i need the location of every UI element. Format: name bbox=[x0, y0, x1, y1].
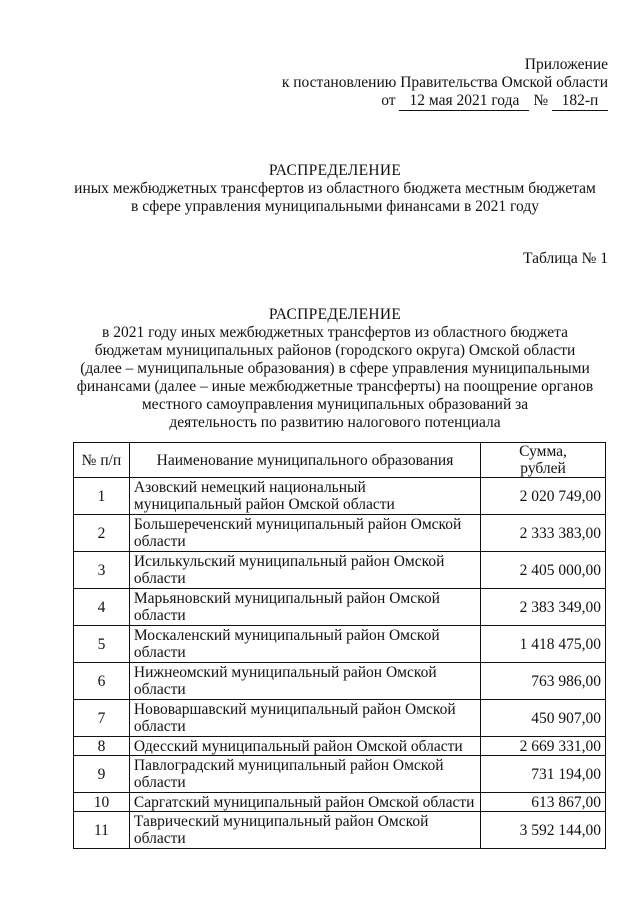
appendix-label: Приложение bbox=[524, 56, 608, 73]
row-num: 9 bbox=[74, 756, 130, 793]
header-name: Наименование муниципального образования bbox=[129, 443, 480, 478]
distribution-table bbox=[73, 442, 606, 849]
row-num: 6 bbox=[74, 663, 130, 700]
row-num: 10 bbox=[74, 793, 130, 812]
row-name: Саргатский муниципальный район Омской области bbox=[129, 793, 480, 812]
main-title-line: иных межбюджетных трансфертов из областного бюджета местным бюджетам bbox=[74, 180, 596, 197]
row-name: Таврический муниципальный район Омской области bbox=[129, 812, 480, 849]
resolution-number: 182-п bbox=[552, 92, 608, 111]
row-num: 5 bbox=[74, 626, 130, 663]
row-num: 11 bbox=[74, 812, 130, 849]
table-title-line: местного самоуправления муниципальных образований за bbox=[141, 396, 529, 413]
table-number: Таблица № 1 bbox=[523, 250, 608, 267]
header-amount bbox=[481, 443, 606, 478]
row-amount: 450 907,00 bbox=[481, 700, 606, 737]
row-amount: 2 405 000,00 bbox=[481, 552, 606, 589]
appendix-block bbox=[282, 56, 608, 110]
table-row bbox=[74, 812, 606, 849]
row-num: 8 bbox=[74, 737, 130, 756]
table-title-line: бюджетам муниципальных районов (городского округа) Омской области bbox=[94, 342, 576, 359]
from-label: от bbox=[381, 92, 396, 109]
row-amount: 2 020 749,00 bbox=[481, 478, 606, 515]
row-name: Павлоградский муниципальный район Омской области bbox=[129, 756, 480, 793]
table-row bbox=[74, 589, 606, 626]
row-name: Нижнеомский муниципальный район Омской области bbox=[129, 663, 480, 700]
header-num: № п/п bbox=[74, 443, 130, 478]
table-row bbox=[74, 793, 606, 812]
table-row bbox=[74, 663, 606, 700]
row-name: Азовский немецкий национальный муниципальный район Омской области bbox=[129, 478, 480, 515]
row-amount: 1 418 475,00 bbox=[481, 626, 606, 663]
row-amount: 613 867,00 bbox=[481, 793, 606, 812]
table-title-heading: РАСПРЕДЕЛЕНИЕ bbox=[268, 306, 402, 323]
row-amount: 2 669 331,00 bbox=[481, 737, 606, 756]
main-title-line: в сфере управления муниципальными финансами в 2021 году bbox=[131, 198, 539, 215]
table-title bbox=[60, 306, 610, 432]
row-num: 7 bbox=[74, 700, 130, 737]
row-amount: 2 383 349,00 bbox=[481, 589, 606, 626]
row-amount: 3 592 144,00 bbox=[481, 812, 606, 849]
row-num: 2 bbox=[74, 515, 130, 552]
row-name: Марьяновский муниципальный район Омской области bbox=[129, 589, 480, 626]
row-name: Одесский муниципальный район Омской области bbox=[129, 737, 480, 756]
row-num: 1 bbox=[74, 478, 130, 515]
row-name: Исилькульский муниципальный район Омской области bbox=[129, 552, 480, 589]
row-amount: 763 986,00 bbox=[481, 663, 606, 700]
table-row bbox=[74, 700, 606, 737]
number-label: № bbox=[533, 92, 549, 109]
table-title-line: в 2021 году иных межбюджетных трансфертов из областного бюджета bbox=[102, 324, 568, 341]
main-title-heading: РАСПРЕДЕЛЕНИЕ bbox=[268, 162, 402, 179]
row-name: Нововаршавский муниципальный район Омской области bbox=[129, 700, 480, 737]
row-amount: 2 333 383,00 bbox=[481, 515, 606, 552]
header-amount-line: Сумма, bbox=[519, 443, 567, 460]
main-title bbox=[60, 162, 610, 216]
header-amount-line: рублей bbox=[520, 460, 566, 477]
row-num: 4 bbox=[74, 589, 130, 626]
table-row bbox=[74, 737, 606, 756]
resolution-date: 12 мая 2021 года bbox=[399, 92, 529, 111]
table-row bbox=[74, 756, 606, 793]
table-row bbox=[74, 478, 606, 515]
table-row bbox=[74, 552, 606, 589]
row-name: Москаленский муниципальный район Омской области bbox=[129, 626, 480, 663]
table-row bbox=[74, 515, 606, 552]
table-header-row bbox=[74, 443, 606, 478]
appendix-resolution: к постановлению Правительства Омской области bbox=[281, 74, 608, 91]
row-name: Большереченский муниципальный район Омской области bbox=[129, 515, 480, 552]
appendix-date-line bbox=[282, 92, 608, 110]
table-title-line: финансами (далее – иные межбюджетные трансферты) на поощрение органов bbox=[76, 378, 594, 395]
table-title-line: деятельность по развитию налогового потенциала bbox=[169, 414, 501, 431]
row-amount: 731 194,00 bbox=[481, 756, 606, 793]
table-row bbox=[74, 626, 606, 663]
table-title-line: (далее – муниципальные образования) в сфере управления муниципальными bbox=[80, 360, 590, 377]
row-num: 3 bbox=[74, 552, 130, 589]
